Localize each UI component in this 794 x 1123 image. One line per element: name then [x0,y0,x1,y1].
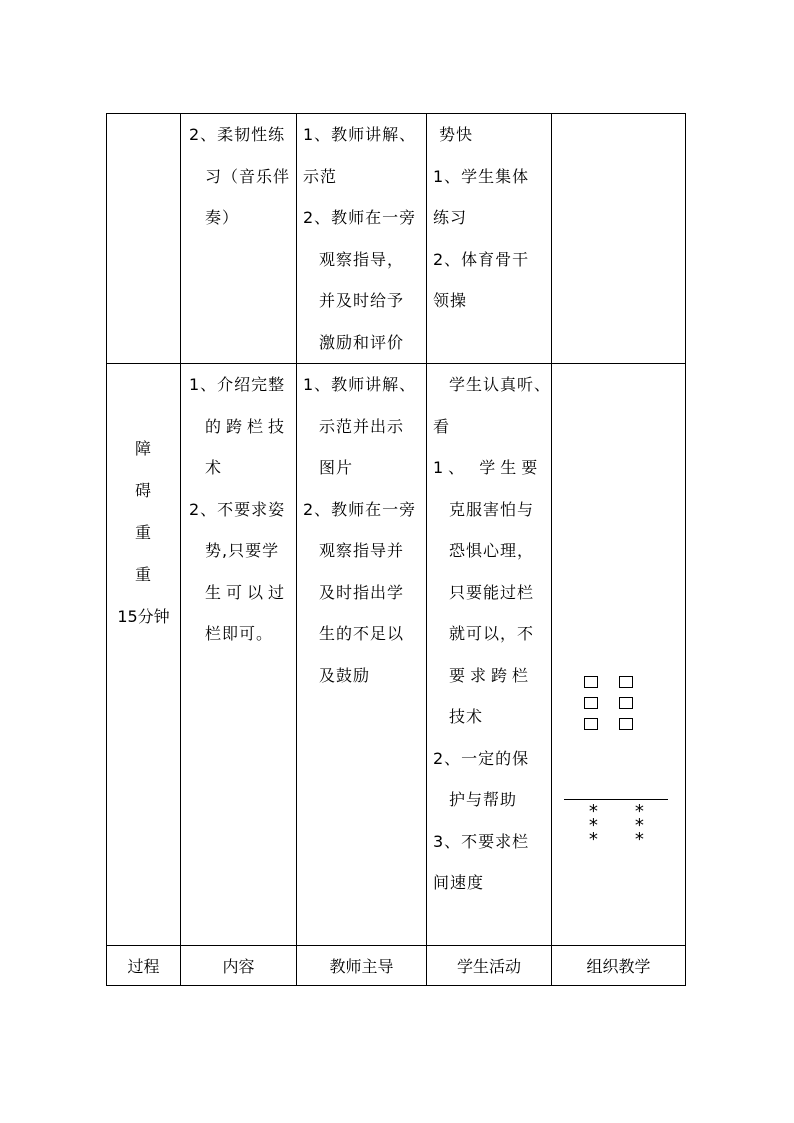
star-marker: * * * [588,801,599,850]
text-line: 恐惧心理， [449,541,535,560]
square-marker [619,718,633,730]
text-line: 2、教师在一旁 [303,499,417,519]
text-line: 2、柔韧性练 [189,125,286,144]
square-marker [584,718,598,730]
organization-cell [552,364,686,946]
text-line: 看 [433,416,451,436]
text-line: 重 [134,523,152,542]
text-line: 及时指出学 [319,582,405,602]
text-line: 要求跨栏 [449,665,534,685]
text-line: 观察指导， [319,249,405,269]
text-line: 护与帮助 [449,790,518,809]
text-line: 势快 [439,125,474,144]
text-line: 1、教师讲解、 [303,125,417,144]
text-line: 及鼓励 [319,665,371,685]
text-line: 练习 [433,208,468,227]
lesson-plan-table [106,113,686,986]
text-line: 势,只要学 [205,541,280,560]
square-marker [619,676,633,688]
text-line: 1、学生集体 [433,166,530,186]
teacher-cell [297,364,427,946]
header-organization: 组织教学 [552,946,686,986]
table-row [107,364,686,946]
square-marker [584,676,598,688]
text-line: 生可以过 [205,582,290,602]
header-process: 过程 [107,946,181,986]
text-line: 栏即可。 [205,624,274,643]
text-line: 就可以，不 [449,624,535,643]
text-line: 2、教师在一旁 [303,208,417,227]
text-line: 技术 [449,707,484,726]
text-line: 1、 学生要 [433,458,543,477]
text-line: 领操 [433,291,468,310]
text-line: 克服害怕与 [449,499,535,519]
text-line: 1、介绍完整 [189,375,286,394]
text-line: 激励和评价 [319,332,405,352]
text-line: 图片 [319,458,354,477]
text-line: 生的不足以 [319,624,405,643]
text-line: 术 [205,458,223,477]
text-line: 学生认真听、 [449,375,552,394]
square-marker [619,697,633,709]
text-line: 重 [134,565,152,584]
organization-cell [552,114,686,364]
content-cell [181,114,297,364]
header-student: 学生活动 [427,946,552,986]
content-cell [181,364,297,946]
text-line: 1、教师讲解、 [303,375,417,394]
text-line: 习（音乐伴 [205,166,291,186]
text-line: 示范并出示 [319,416,405,436]
header-teacher: 教师主导 [297,946,427,986]
process-cell [107,114,181,364]
student-cell [427,114,552,364]
teacher-cell [297,114,427,364]
divider-line [564,799,668,800]
text-line: 观察指导并 [319,541,405,560]
table-header-row [107,946,686,986]
text-line: 只要能过栏 [449,582,535,602]
text-line: 2、一定的保 [433,748,530,768]
text-line: 3、不要求栏 [433,831,530,851]
table-row [107,114,686,364]
student-cell [427,364,552,946]
process-cell [107,364,181,946]
text-line: 2、不要求姿 [189,499,286,519]
square-marker [584,697,598,709]
text-line: 间速度 [433,873,485,892]
star-marker: * * * [634,801,645,850]
text-line: 并及时给予 [319,291,405,310]
text-line: 障 [134,439,152,458]
text-line: 碍 [134,481,152,500]
text-line: 示范 [303,166,338,186]
text-line: 的跨栏技 [205,416,290,436]
text-line: 2、体育骨干 [433,249,530,269]
text-line: 奏） [205,208,240,227]
header-content: 内容 [181,946,297,986]
text-line: 15分钟 [117,607,170,626]
